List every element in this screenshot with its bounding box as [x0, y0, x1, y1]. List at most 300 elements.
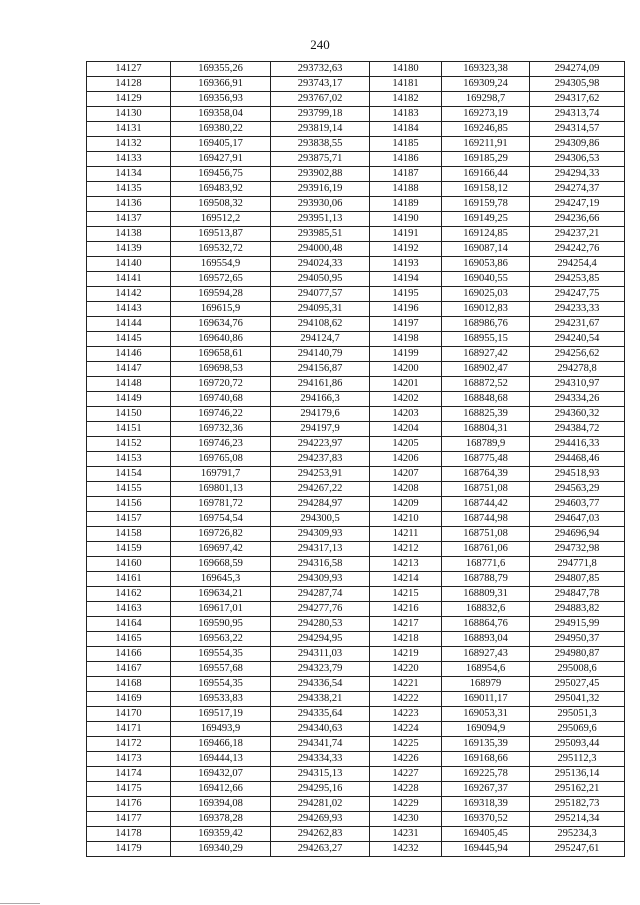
x-coordinate-cell: 168979 — [442, 677, 530, 692]
x-coordinate-cell: 169211,91 — [442, 137, 530, 152]
x-coordinate-cell: 169094,9 — [442, 722, 530, 737]
y-coordinate-cell: 294000,48 — [271, 242, 370, 257]
y-coordinate-cell: 295182,73 — [530, 797, 625, 812]
table-row — [87, 317, 625, 332]
x-coordinate-cell: 169557,68 — [171, 662, 271, 677]
point-number-cell: 14188 — [370, 182, 442, 197]
table-row — [87, 227, 625, 242]
point-number-cell: 14175 — [87, 782, 171, 797]
point-number-cell: 14148 — [87, 377, 171, 392]
x-coordinate-cell: 169427,91 — [171, 152, 271, 167]
y-coordinate-cell: 294281,02 — [271, 797, 370, 812]
table-row — [87, 452, 625, 467]
point-number-cell: 14226 — [370, 752, 442, 767]
x-coordinate-cell: 169359,42 — [171, 827, 271, 842]
y-coordinate-cell: 294771,8 — [530, 557, 625, 572]
point-number-cell: 14169 — [87, 692, 171, 707]
x-coordinate-cell: 169634,76 — [171, 317, 271, 332]
point-number-cell: 14195 — [370, 287, 442, 302]
point-number-cell: 14183 — [370, 107, 442, 122]
table-row — [87, 332, 625, 347]
table-row — [87, 827, 625, 842]
coordinates-table-body — [87, 62, 625, 857]
point-number-cell: 14182 — [370, 92, 442, 107]
table-row — [87, 662, 625, 677]
point-number-cell: 14185 — [370, 137, 442, 152]
table-row — [87, 512, 625, 527]
x-coordinate-cell: 169698,53 — [171, 362, 271, 377]
table-row — [87, 197, 625, 212]
table-row — [87, 407, 625, 422]
point-number-cell: 14150 — [87, 407, 171, 422]
y-coordinate-cell: 293875,71 — [271, 152, 370, 167]
x-coordinate-cell: 169340,29 — [171, 842, 271, 857]
y-coordinate-cell: 294915,99 — [530, 617, 625, 632]
y-coordinate-cell: 294262,83 — [271, 827, 370, 842]
x-coordinate-cell: 169087,14 — [442, 242, 530, 257]
x-coordinate-cell: 169370,52 — [442, 812, 530, 827]
x-coordinate-cell: 169554,35 — [171, 677, 271, 692]
y-coordinate-cell: 295008,6 — [530, 662, 625, 677]
x-coordinate-cell: 169697,42 — [171, 542, 271, 557]
y-coordinate-cell: 294807,85 — [530, 572, 625, 587]
x-coordinate-cell: 168804,31 — [442, 422, 530, 437]
point-number-cell: 14149 — [87, 392, 171, 407]
y-coordinate-cell: 294095,31 — [271, 302, 370, 317]
table-row — [87, 152, 625, 167]
point-number-cell: 14194 — [370, 272, 442, 287]
x-coordinate-cell: 168902,47 — [442, 362, 530, 377]
x-coordinate-cell: 169746,22 — [171, 407, 271, 422]
point-number-cell: 14230 — [370, 812, 442, 827]
table-row — [87, 167, 625, 182]
table-row — [87, 587, 625, 602]
point-number-cell: 14223 — [370, 707, 442, 722]
x-coordinate-cell: 169166,44 — [442, 167, 530, 182]
table-row — [87, 632, 625, 647]
point-number-cell: 14200 — [370, 362, 442, 377]
point-number-cell: 14130 — [87, 107, 171, 122]
y-coordinate-cell: 294518,93 — [530, 467, 625, 482]
x-coordinate-cell: 168864,76 — [442, 617, 530, 632]
table-row — [87, 572, 625, 587]
y-coordinate-cell: 295136,14 — [530, 767, 625, 782]
y-coordinate-cell: 294323,79 — [271, 662, 370, 677]
y-coordinate-cell: 294294,33 — [530, 167, 625, 182]
x-coordinate-cell: 168789,9 — [442, 437, 530, 452]
point-number-cell: 14207 — [370, 467, 442, 482]
y-coordinate-cell: 294124,7 — [271, 332, 370, 347]
x-coordinate-cell: 169185,29 — [442, 152, 530, 167]
x-coordinate-cell: 169318,39 — [442, 797, 530, 812]
point-number-cell: 14170 — [87, 707, 171, 722]
point-number-cell: 14158 — [87, 527, 171, 542]
y-coordinate-cell: 294732,98 — [530, 542, 625, 557]
point-number-cell: 14231 — [370, 827, 442, 842]
point-number-cell: 14215 — [370, 587, 442, 602]
point-number-cell: 14227 — [370, 767, 442, 782]
point-number-cell: 14164 — [87, 617, 171, 632]
point-number-cell: 14203 — [370, 407, 442, 422]
x-coordinate-cell: 169732,36 — [171, 422, 271, 437]
y-coordinate-cell: 294360,32 — [530, 407, 625, 422]
x-coordinate-cell: 169405,45 — [442, 827, 530, 842]
point-number-cell: 14190 — [370, 212, 442, 227]
x-coordinate-cell: 168927,43 — [442, 647, 530, 662]
point-number-cell: 14141 — [87, 272, 171, 287]
x-coordinate-cell: 169011,17 — [442, 692, 530, 707]
y-coordinate-cell: 294287,74 — [271, 587, 370, 602]
table-row — [87, 62, 625, 77]
y-coordinate-cell: 294317,62 — [530, 92, 625, 107]
y-coordinate-cell: 294309,93 — [271, 527, 370, 542]
point-number-cell: 14179 — [87, 842, 171, 857]
x-coordinate-cell: 169554,35 — [171, 647, 271, 662]
x-coordinate-cell: 168744,98 — [442, 512, 530, 527]
y-coordinate-cell: 294050,95 — [271, 272, 370, 287]
point-number-cell: 14127 — [87, 62, 171, 77]
x-coordinate-cell: 168771,6 — [442, 557, 530, 572]
x-coordinate-cell: 169355,26 — [171, 62, 271, 77]
point-number-cell: 14139 — [87, 242, 171, 257]
x-coordinate-cell: 169658,61 — [171, 347, 271, 362]
x-coordinate-cell: 169405,17 — [171, 137, 271, 152]
point-number-cell: 14192 — [370, 242, 442, 257]
table-row — [87, 722, 625, 737]
x-coordinate-cell: 168893,04 — [442, 632, 530, 647]
x-coordinate-cell: 168788,79 — [442, 572, 530, 587]
point-number-cell: 14214 — [370, 572, 442, 587]
x-coordinate-cell: 169594,28 — [171, 287, 271, 302]
point-number-cell: 14217 — [370, 617, 442, 632]
y-coordinate-cell: 294335,64 — [271, 707, 370, 722]
y-coordinate-cell: 294108,62 — [271, 317, 370, 332]
x-coordinate-cell: 169053,86 — [442, 257, 530, 272]
y-coordinate-cell: 293951,13 — [271, 212, 370, 227]
y-coordinate-cell: 295041,32 — [530, 692, 625, 707]
point-number-cell: 14176 — [87, 797, 171, 812]
y-coordinate-cell: 294024,33 — [271, 257, 370, 272]
x-coordinate-cell: 168927,42 — [442, 347, 530, 362]
y-coordinate-cell: 295247,61 — [530, 842, 625, 857]
x-coordinate-cell: 169508,32 — [171, 197, 271, 212]
point-number-cell: 14154 — [87, 467, 171, 482]
x-coordinate-cell: 169740,68 — [171, 392, 271, 407]
point-number-cell: 14181 — [370, 77, 442, 92]
point-number-cell: 14196 — [370, 302, 442, 317]
y-coordinate-cell: 294284,97 — [271, 497, 370, 512]
point-number-cell: 14202 — [370, 392, 442, 407]
y-coordinate-cell: 294338,21 — [271, 692, 370, 707]
point-number-cell: 14212 — [370, 542, 442, 557]
y-coordinate-cell: 294247,19 — [530, 197, 625, 212]
y-coordinate-cell: 294883,82 — [530, 602, 625, 617]
point-number-cell: 14211 — [370, 527, 442, 542]
table-row — [87, 107, 625, 122]
table-row — [87, 482, 625, 497]
y-coordinate-cell: 294237,21 — [530, 227, 625, 242]
x-coordinate-cell: 169444,13 — [171, 752, 271, 767]
y-coordinate-cell: 294223,97 — [271, 437, 370, 452]
x-coordinate-cell: 169720,72 — [171, 377, 271, 392]
y-coordinate-cell: 294847,78 — [530, 587, 625, 602]
x-coordinate-cell: 169746,23 — [171, 437, 271, 452]
y-coordinate-cell: 295069,6 — [530, 722, 625, 737]
point-number-cell: 14131 — [87, 122, 171, 137]
y-coordinate-cell: 294309,86 — [530, 137, 625, 152]
x-coordinate-cell: 169726,82 — [171, 527, 271, 542]
page-number: 240 — [310, 37, 330, 52]
x-coordinate-cell: 168751,08 — [442, 527, 530, 542]
point-number-cell: 14171 — [87, 722, 171, 737]
y-coordinate-cell: 294295,16 — [271, 782, 370, 797]
point-number-cell: 14144 — [87, 317, 171, 332]
point-number-cell: 14134 — [87, 167, 171, 182]
y-coordinate-cell: 294140,79 — [271, 347, 370, 362]
y-coordinate-cell: 294256,62 — [530, 347, 625, 362]
y-coordinate-cell: 294179,6 — [271, 407, 370, 422]
y-coordinate-cell: 294309,93 — [271, 572, 370, 587]
table-row — [87, 602, 625, 617]
point-number-cell: 14173 — [87, 752, 171, 767]
y-coordinate-cell: 293838,55 — [271, 137, 370, 152]
point-number-cell: 14129 — [87, 92, 171, 107]
y-coordinate-cell: 294306,53 — [530, 152, 625, 167]
x-coordinate-cell: 169615,9 — [171, 302, 271, 317]
x-coordinate-cell: 169246,85 — [442, 122, 530, 137]
x-coordinate-cell: 168986,76 — [442, 317, 530, 332]
y-coordinate-cell: 294253,91 — [271, 467, 370, 482]
table-row — [87, 212, 625, 227]
table-row — [87, 752, 625, 767]
point-number-cell: 14178 — [87, 827, 171, 842]
x-coordinate-cell: 169225,78 — [442, 767, 530, 782]
x-coordinate-cell: 168848,68 — [442, 392, 530, 407]
table-row — [87, 767, 625, 782]
y-coordinate-cell: 294384,72 — [530, 422, 625, 437]
x-coordinate-cell: 168825,39 — [442, 407, 530, 422]
x-coordinate-cell: 169645,3 — [171, 572, 271, 587]
x-coordinate-cell: 169493,9 — [171, 722, 271, 737]
point-number-cell: 14221 — [370, 677, 442, 692]
table-row — [87, 392, 625, 407]
y-coordinate-cell: 294603,77 — [530, 497, 625, 512]
x-coordinate-cell: 168832,6 — [442, 602, 530, 617]
x-coordinate-cell: 169135,39 — [442, 737, 530, 752]
point-number-cell: 14135 — [87, 182, 171, 197]
y-coordinate-cell: 294277,76 — [271, 602, 370, 617]
x-coordinate-cell: 169356,93 — [171, 92, 271, 107]
table-row — [87, 272, 625, 287]
x-coordinate-cell: 169590,95 — [171, 617, 271, 632]
y-coordinate-cell: 294274,09 — [530, 62, 625, 77]
x-coordinate-cell: 169124,85 — [442, 227, 530, 242]
point-number-cell: 14210 — [370, 512, 442, 527]
y-coordinate-cell: 293743,17 — [271, 77, 370, 92]
point-number-cell: 14228 — [370, 782, 442, 797]
x-coordinate-cell: 169149,25 — [442, 212, 530, 227]
point-number-cell: 14219 — [370, 647, 442, 662]
point-number-cell: 14197 — [370, 317, 442, 332]
x-coordinate-cell: 169040,55 — [442, 272, 530, 287]
x-coordinate-cell: 169380,22 — [171, 122, 271, 137]
table-row — [87, 797, 625, 812]
y-coordinate-cell: 294280,53 — [271, 617, 370, 632]
x-coordinate-cell: 169412,66 — [171, 782, 271, 797]
point-number-cell: 14161 — [87, 572, 171, 587]
table-row — [87, 707, 625, 722]
point-number-cell: 14147 — [87, 362, 171, 377]
x-coordinate-cell: 169754,54 — [171, 512, 271, 527]
y-coordinate-cell: 294336,54 — [271, 677, 370, 692]
x-coordinate-cell: 169617,01 — [171, 602, 271, 617]
y-coordinate-cell: 294696,94 — [530, 527, 625, 542]
x-coordinate-cell: 169012,83 — [442, 302, 530, 317]
y-coordinate-cell: 295093,44 — [530, 737, 625, 752]
table-row — [87, 422, 625, 437]
table-row — [87, 737, 625, 752]
y-coordinate-cell: 295162,21 — [530, 782, 625, 797]
y-coordinate-cell: 294237,83 — [271, 452, 370, 467]
point-number-cell: 14220 — [370, 662, 442, 677]
x-coordinate-cell: 169394,08 — [171, 797, 271, 812]
table-row — [87, 542, 625, 557]
point-number-cell: 14201 — [370, 377, 442, 392]
point-number-cell: 14159 — [87, 542, 171, 557]
y-coordinate-cell: 294274,37 — [530, 182, 625, 197]
x-coordinate-cell: 169640,86 — [171, 332, 271, 347]
y-coordinate-cell: 294240,54 — [530, 332, 625, 347]
point-number-cell: 14138 — [87, 227, 171, 242]
y-coordinate-cell: 293799,18 — [271, 107, 370, 122]
point-number-cell: 14208 — [370, 482, 442, 497]
x-coordinate-cell: 169432,07 — [171, 767, 271, 782]
point-number-cell: 14172 — [87, 737, 171, 752]
y-coordinate-cell: 294156,87 — [271, 362, 370, 377]
y-coordinate-cell: 294416,33 — [530, 437, 625, 452]
x-coordinate-cell: 169512,2 — [171, 212, 271, 227]
point-number-cell: 14199 — [370, 347, 442, 362]
point-number-cell: 14142 — [87, 287, 171, 302]
y-coordinate-cell: 294311,03 — [271, 647, 370, 662]
y-coordinate-cell: 294278,8 — [530, 362, 625, 377]
x-coordinate-cell: 169513,87 — [171, 227, 271, 242]
x-coordinate-cell: 169168,66 — [442, 752, 530, 767]
y-coordinate-cell: 294314,57 — [530, 122, 625, 137]
x-coordinate-cell: 168764,39 — [442, 467, 530, 482]
table-row — [87, 377, 625, 392]
y-coordinate-cell: 293930,06 — [271, 197, 370, 212]
x-coordinate-cell: 169366,91 — [171, 77, 271, 92]
table-row — [87, 527, 625, 542]
x-coordinate-cell: 168954,6 — [442, 662, 530, 677]
table-row — [87, 242, 625, 257]
point-number-cell: 14225 — [370, 737, 442, 752]
point-number-cell: 14143 — [87, 302, 171, 317]
point-number-cell: 14166 — [87, 647, 171, 662]
point-number-cell: 14157 — [87, 512, 171, 527]
y-coordinate-cell: 294253,85 — [530, 272, 625, 287]
x-coordinate-cell: 169323,38 — [442, 62, 530, 77]
y-coordinate-cell: 294316,58 — [271, 557, 370, 572]
table-row — [87, 122, 625, 137]
y-coordinate-cell: 294267,22 — [271, 482, 370, 497]
x-coordinate-cell: 169298,7 — [442, 92, 530, 107]
table-row — [87, 302, 625, 317]
y-coordinate-cell: 294313,74 — [530, 107, 625, 122]
y-coordinate-cell: 294269,93 — [271, 812, 370, 827]
x-coordinate-cell: 168809,31 — [442, 587, 530, 602]
table-row — [87, 437, 625, 452]
x-coordinate-cell: 169634,21 — [171, 587, 271, 602]
point-number-cell: 14186 — [370, 152, 442, 167]
point-number-cell: 14204 — [370, 422, 442, 437]
x-coordinate-cell: 169267,37 — [442, 782, 530, 797]
y-coordinate-cell: 293916,19 — [271, 182, 370, 197]
x-coordinate-cell: 169532,72 — [171, 242, 271, 257]
y-coordinate-cell: 293767,02 — [271, 92, 370, 107]
x-coordinate-cell: 169273,19 — [442, 107, 530, 122]
table-row — [87, 617, 625, 632]
point-number-cell: 14128 — [87, 77, 171, 92]
y-coordinate-cell: 293902,88 — [271, 167, 370, 182]
y-coordinate-cell: 294980,87 — [530, 647, 625, 662]
table-row — [87, 257, 625, 272]
point-number-cell: 14209 — [370, 497, 442, 512]
point-number-cell: 14224 — [370, 722, 442, 737]
point-number-cell: 14205 — [370, 437, 442, 452]
y-coordinate-cell: 294340,63 — [271, 722, 370, 737]
point-number-cell: 14137 — [87, 212, 171, 227]
point-number-cell: 14222 — [370, 692, 442, 707]
x-coordinate-cell: 169791,7 — [171, 467, 271, 482]
point-number-cell: 14232 — [370, 842, 442, 857]
point-number-cell: 14136 — [87, 197, 171, 212]
y-coordinate-cell: 294563,29 — [530, 482, 625, 497]
x-coordinate-cell: 169358,04 — [171, 107, 271, 122]
point-number-cell: 14229 — [370, 797, 442, 812]
x-coordinate-cell: 168955,15 — [442, 332, 530, 347]
x-coordinate-cell: 169765,08 — [171, 452, 271, 467]
x-coordinate-cell: 169445,94 — [442, 842, 530, 857]
point-number-cell: 14153 — [87, 452, 171, 467]
table-row — [87, 782, 625, 797]
point-number-cell: 14151 — [87, 422, 171, 437]
point-number-cell: 14213 — [370, 557, 442, 572]
x-coordinate-cell: 168751,08 — [442, 482, 530, 497]
y-coordinate-cell: 294334,26 — [530, 392, 625, 407]
point-number-cell: 14168 — [87, 677, 171, 692]
x-coordinate-cell: 169456,75 — [171, 167, 271, 182]
y-coordinate-cell: 294310,97 — [530, 377, 625, 392]
point-number-cell: 14165 — [87, 632, 171, 647]
x-coordinate-cell: 169801,13 — [171, 482, 271, 497]
point-number-cell: 14193 — [370, 257, 442, 272]
table-row — [87, 182, 625, 197]
point-number-cell: 14133 — [87, 152, 171, 167]
x-coordinate-cell: 169554,9 — [171, 257, 271, 272]
y-coordinate-cell: 294263,27 — [271, 842, 370, 857]
x-coordinate-cell: 169572,65 — [171, 272, 271, 287]
table-row — [87, 92, 625, 107]
table-row — [87, 77, 625, 92]
x-coordinate-cell: 169466,18 — [171, 737, 271, 752]
table-row — [87, 287, 625, 302]
y-coordinate-cell: 294317,13 — [271, 542, 370, 557]
y-coordinate-cell: 294305,98 — [530, 77, 625, 92]
x-coordinate-cell: 169533,83 — [171, 692, 271, 707]
x-coordinate-cell: 169158,12 — [442, 182, 530, 197]
